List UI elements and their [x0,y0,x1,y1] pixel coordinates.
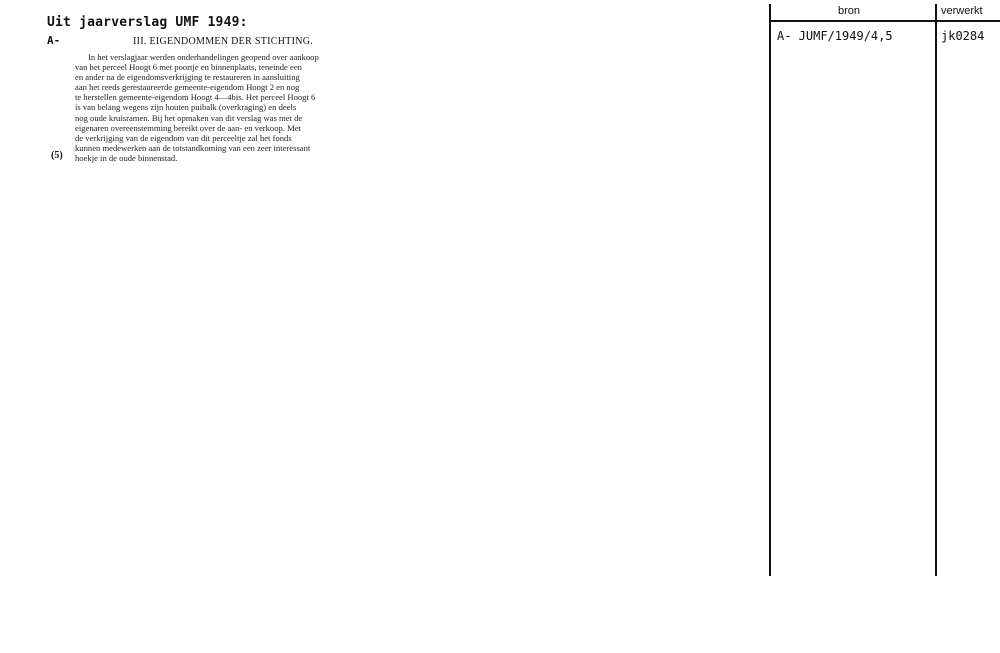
body-line: nog oude kruisramen. Bij het opmaken van dit verslag was met de [75,112,303,123]
cell-verwerkt: jk0284 [941,29,985,43]
table-border-left [769,4,771,576]
body-line: te herstellen gemeente-eigendom Hoogt 4—4bis. Het perceel Hoogt 6 [75,92,316,103]
cell-bron: A- JUMF/1949/4,5 [777,29,893,43]
section-title: III. EIGENDOMMEN DER STICHTING. [133,36,314,47]
body-line: aan het reeds gerestaureerde gemeente-eigendom Hoogt 2 en nog [75,82,300,93]
margin-annotation: (5) [51,150,63,161]
body-line: de verkrijging van de eigendom van dit perceeltje zal het fonds [75,132,292,143]
body-line: en ander na de eigendomsverkrijging te restaureren in aansluiting [75,72,300,83]
body-paragraph [75,52,393,163]
body-line: is van belang wegens zijn houten puibalk (overkraging) en deels [75,102,297,113]
document-heading: Uit jaarverslag UMF 1949: [47,15,248,30]
body-line: kunnen medewerken aan de totstandkoming van een zeer interessant [75,142,311,153]
source-marker: A- [47,34,61,47]
column-header-verwerkt: verwerkt [941,5,983,17]
body-line: eigenaren overeenstemming bereikt over de aan- en verkoop. Met [75,122,301,133]
body-line: van het perceel Hoogt 6 met poortje en binnenplaats, teneinde een [75,62,302,73]
table-header-rule [769,20,1000,22]
table-border-divider [935,4,937,576]
body-line: In het verslagjaar werden onderhandelingen geopend over aankoop [88,52,319,62]
body-line: hoekje in de oude binnenstad. [75,152,178,163]
column-header-bron: bron [838,5,861,17]
